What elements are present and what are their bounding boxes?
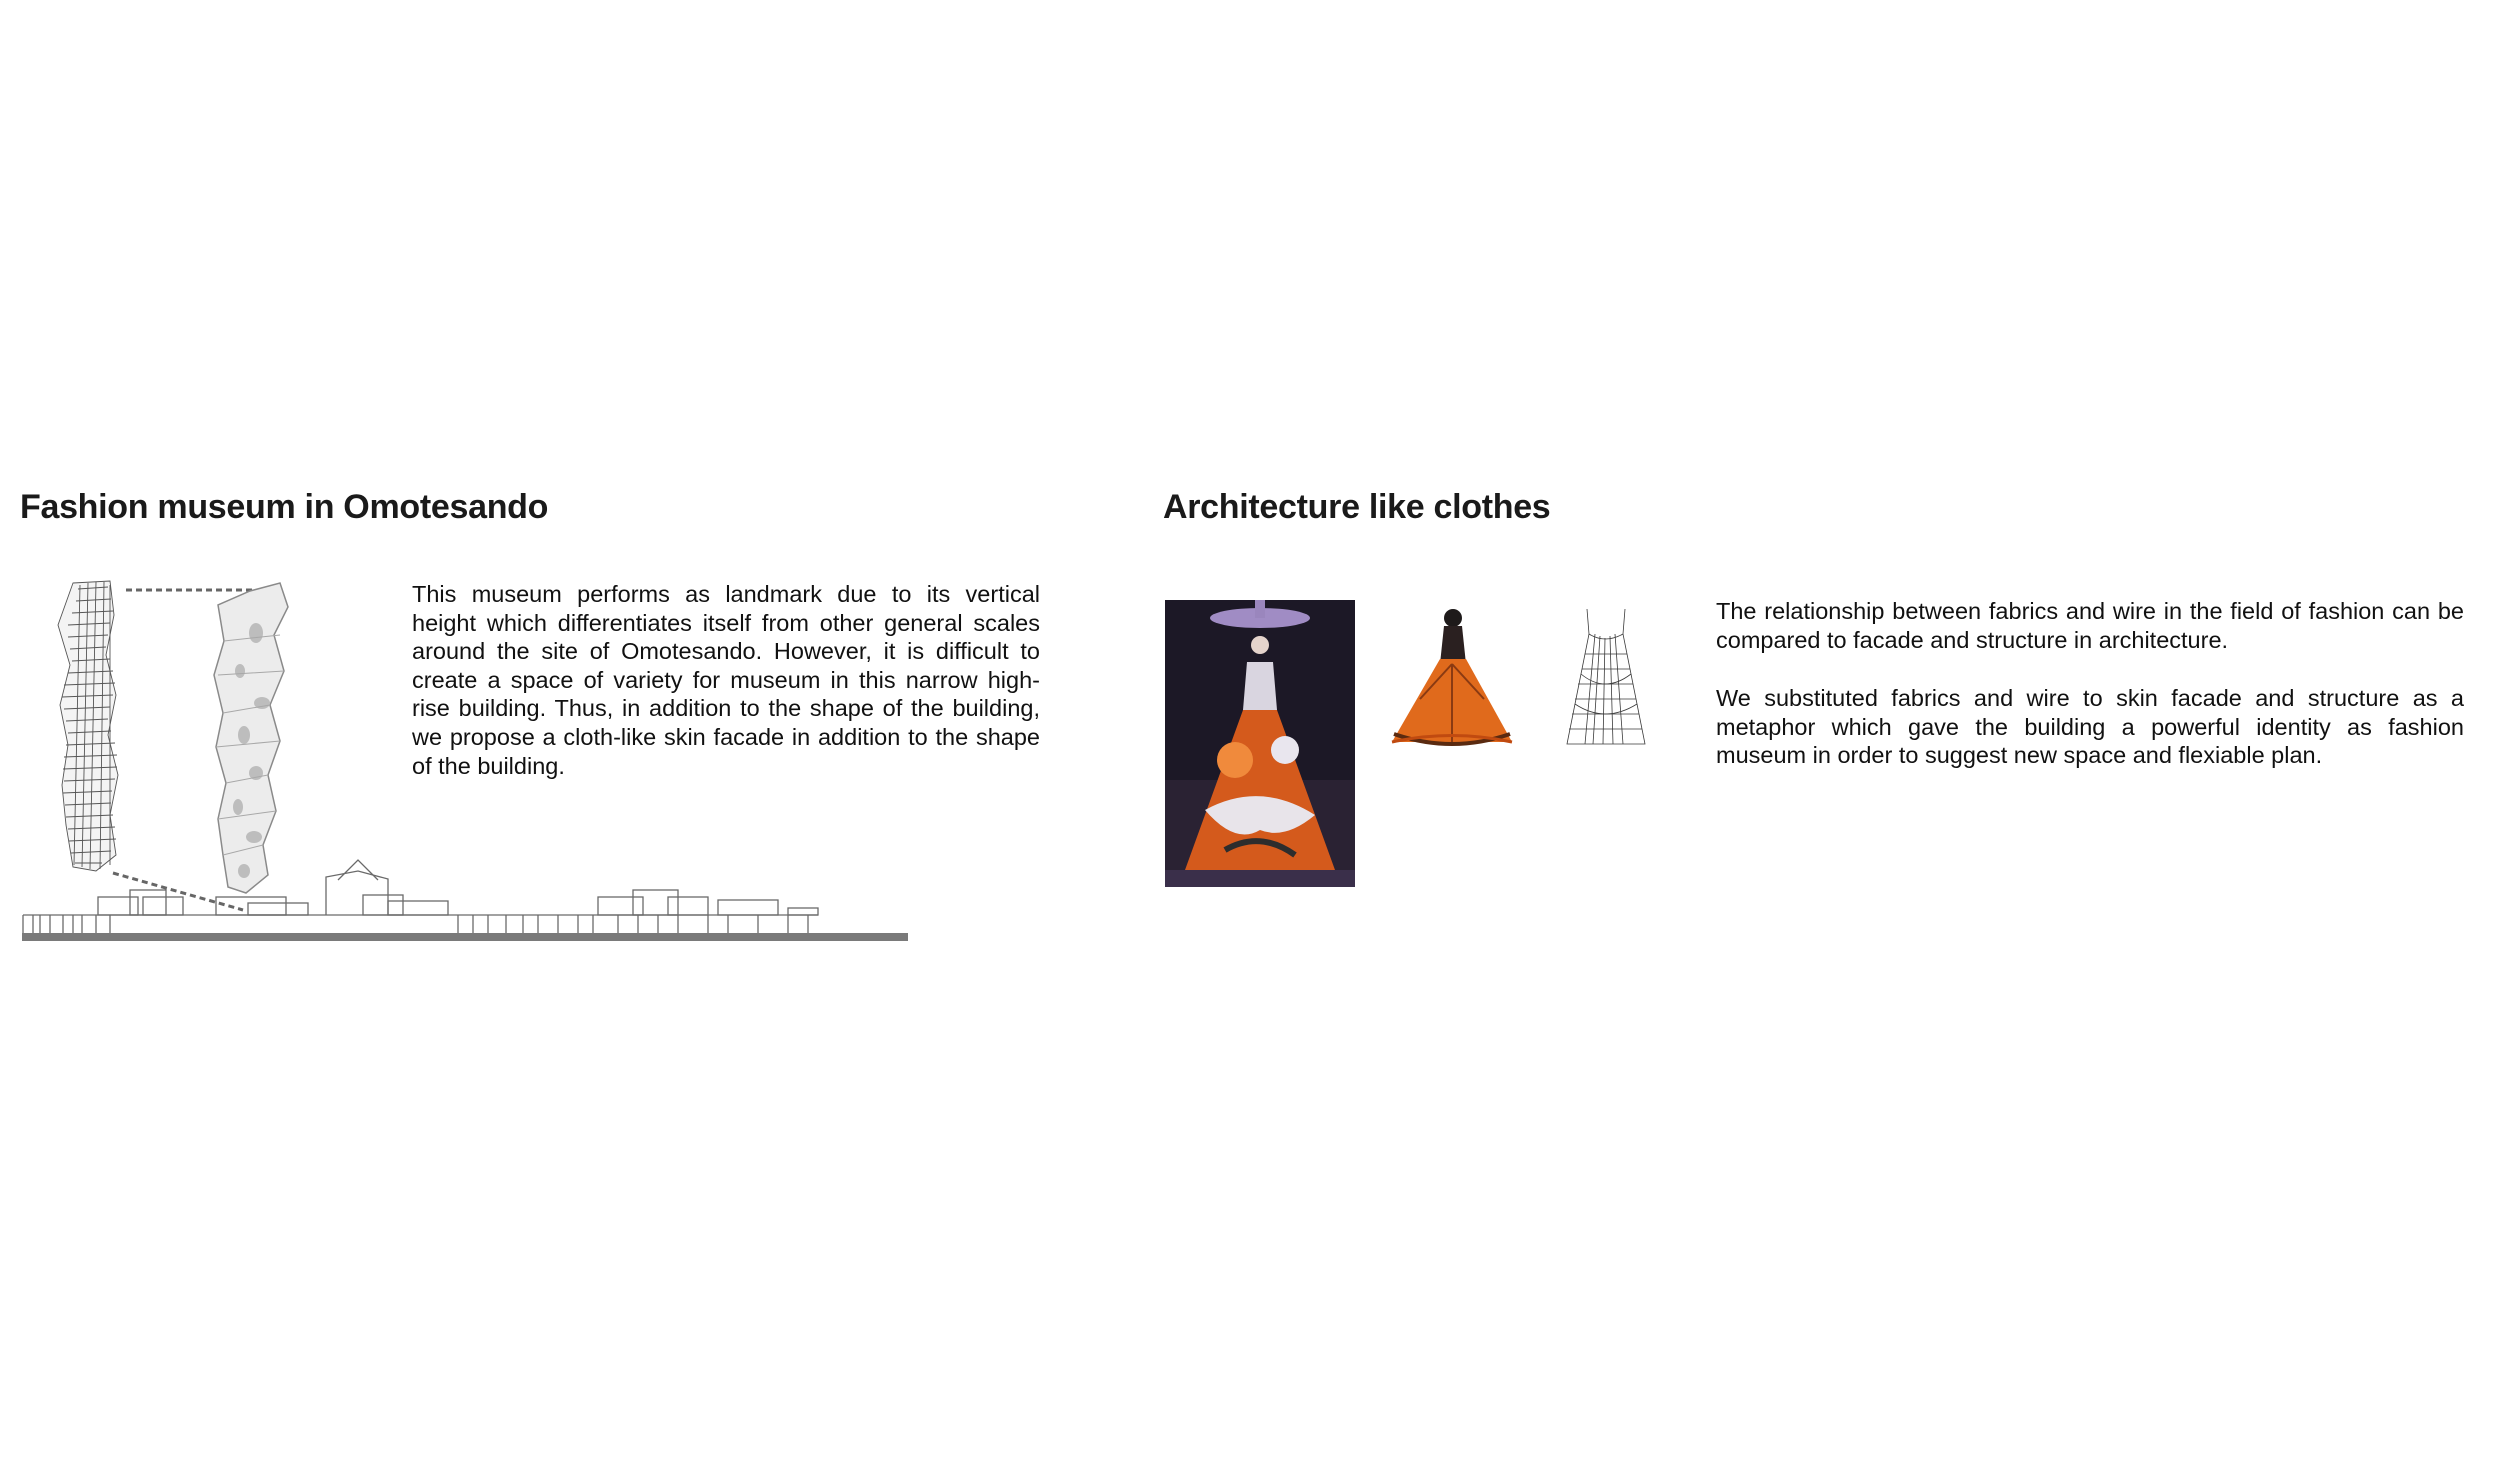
right-paragraph-1: The relationship between fabrics and wire in the field of fashion can be compared to facade and structure in architecture. [1716, 598, 2464, 653]
wireframe-tower [58, 581, 118, 871]
right-section-title: Architecture like clothes [1163, 488, 1551, 526]
ground-line [22, 933, 908, 941]
left-section-title: Fashion museum in Omotesando [20, 488, 549, 526]
cloth-skin-tower [214, 583, 288, 893]
street-elevation [23, 860, 818, 933]
orange-dress-photo [1380, 604, 1522, 752]
runway-gown-photo [1165, 600, 1355, 887]
left-description: This museum performs as landmark due to its vertical height which differentiates itself from other general scales around the site of Omotesando. However, it is difficult to create a space of variety for museum in this narrow high-rise building. Thus, in addition to the shape of the building, we propose a cloth-like skin facade in addition to the shape of the building. [412, 581, 1040, 779]
wire-dress-photo [1545, 604, 1665, 752]
right-paragraph-2: We substituted fabrics and wire to skin facade and structure as a metaphor which gave the building a powerful identity as fashion museum in order to suggest new space and flexiable plan. [1716, 685, 2464, 769]
